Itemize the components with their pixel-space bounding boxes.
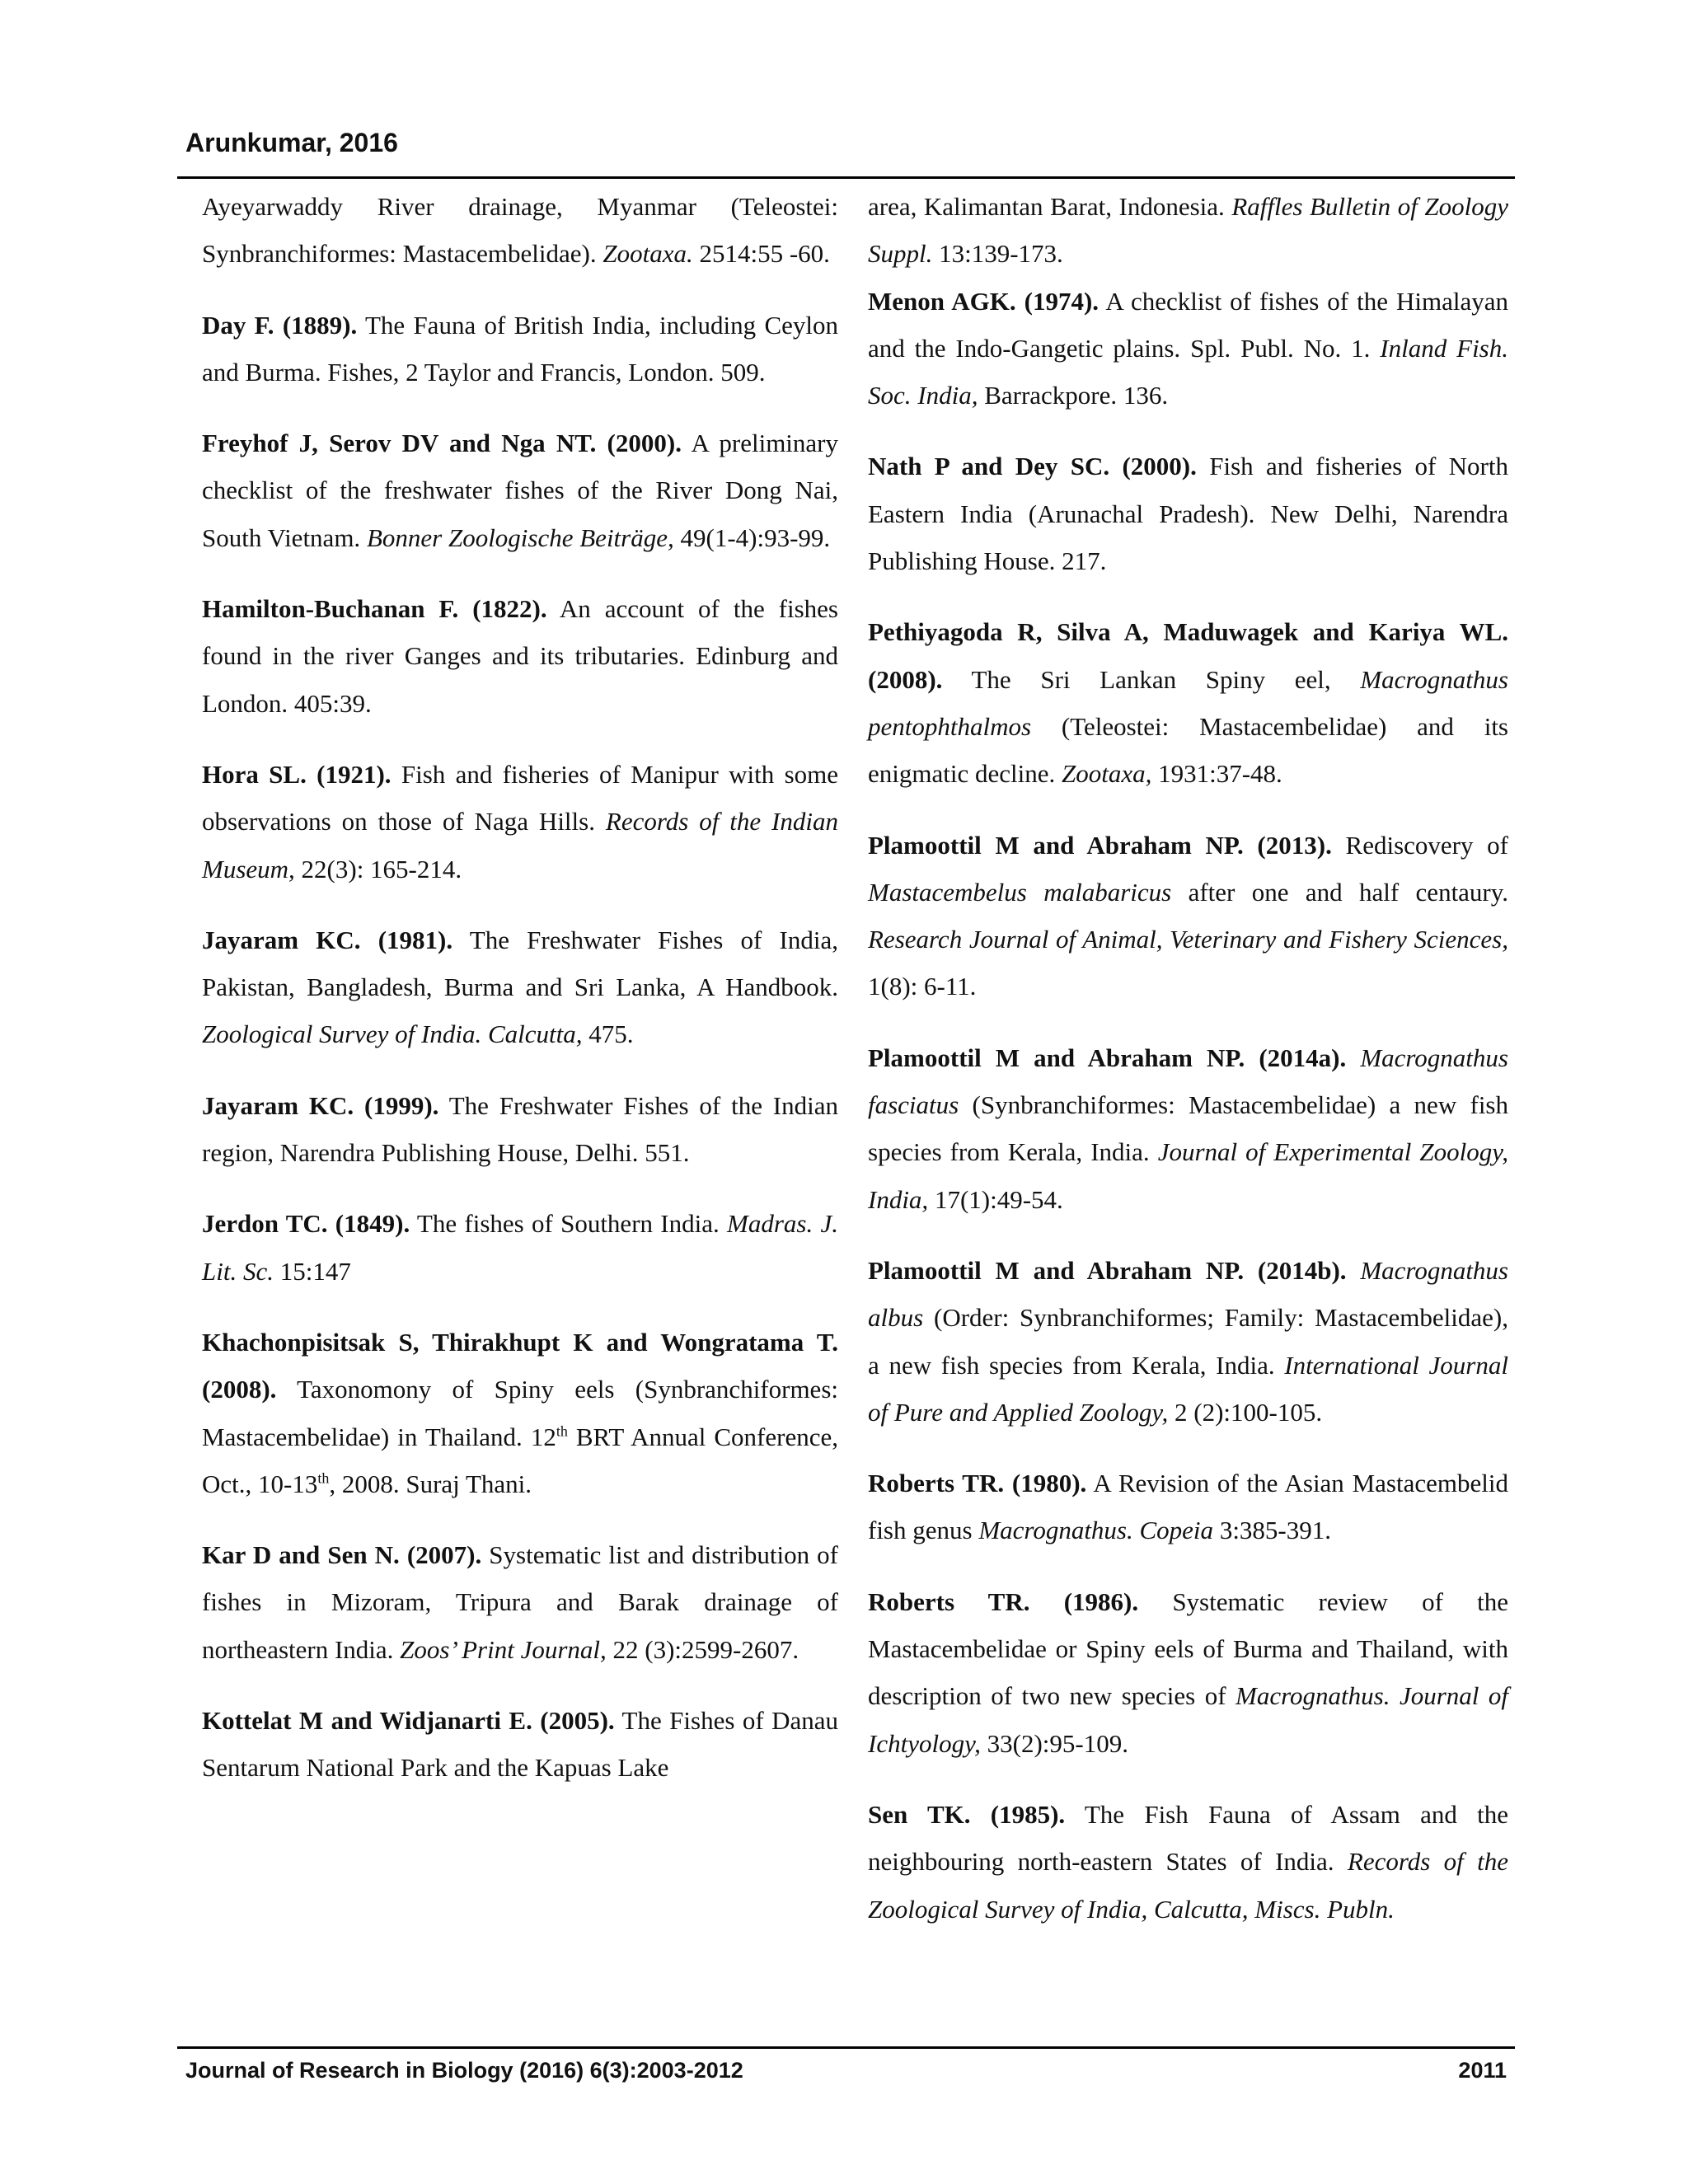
ref-authors: Khachonpisitsak S, Thirakhupt K and Wongratama T. (2008). <box>202 1327 838 1404</box>
ref-italic: Journal of Experimental Zoology, India, <box>868 1137 1508 1214</box>
ref-superscript: th <box>556 1422 568 1440</box>
ref-authors: Hamilton-Buchanan F. (1822). <box>202 594 547 624</box>
ref-text: An account of the fishes found in the river Ganges and its tributaries. Edinburg and London. 405:39. <box>202 594 838 718</box>
reference-entry <box>202 1697 838 1792</box>
reference-entry <box>202 1531 838 1673</box>
ref-text: The Fish Fauna of Assam and the neighbouring north-eastern States of India. <box>868 1799 1508 1877</box>
ref-superscript: th <box>317 1469 330 1487</box>
reference-entry <box>202 1200 838 1295</box>
ref-text: The Freshwater Fishes of the Indian region, Narendra Publishing House, Delhi. 551. <box>202 1090 838 1168</box>
ref-text: 1(8): 6-11. <box>868 972 977 1001</box>
reference-entry <box>868 443 1508 584</box>
ref-italic: Macrognathus fasciatus <box>868 1043 1508 1120</box>
ref-authors: Plamoottil M and Abraham NP. (2014a). <box>868 1043 1347 1072</box>
ref-text: BRT Annual Conference, Oct., 10-13 <box>202 1422 838 1498</box>
ref-italic: Inland Fish. Soc. India, <box>868 333 1508 410</box>
reference-entry <box>202 1319 838 1507</box>
ref-italic: Zootaxa, <box>1061 759 1152 789</box>
ref-text: 1931:37-48. <box>1151 759 1282 789</box>
ref-text: (Synbranchiformes: Mastacembelidae) a new fish species from Kerala, India. <box>868 1090 1508 1167</box>
reference-entry <box>202 916 838 1058</box>
ref-text: Taxonomony of Spiny eels (Synbranchiformes: Mastacembelidae) in Thailand. 12 <box>202 1375 838 1451</box>
ref-text: The Fishes of Danau Sentarum National Park and the Kapuas Lake <box>202 1706 838 1783</box>
ref-text: 33(2):95-109. <box>980 1728 1128 1758</box>
reference-entry <box>868 1247 1508 1436</box>
ref-authors: Roberts TR. (1980). <box>868 1469 1087 1498</box>
footer-rule <box>177 2046 1515 2049</box>
ref-text: 3:385-391. <box>1213 1516 1331 1545</box>
reference-entry <box>202 183 838 278</box>
ref-authors: Sen TK. (1985). <box>868 1799 1066 1829</box>
ref-text: 15:147 <box>273 1256 351 1286</box>
reference-entry <box>868 1034 1508 1223</box>
ref-authors: Menon AGK. (1974). <box>868 286 1100 316</box>
ref-text: after one and half centaury. <box>1171 877 1508 907</box>
ref-authors: Hora SL. (1921). <box>202 759 392 789</box>
running-header-author: Arunkumar, 2016 <box>185 128 398 157</box>
ref-text: Systematic list and distribution of fishes in Mizoram, Tripura and Barak drainage of northeastern India. <box>202 1540 838 1664</box>
ref-text: (Teleostei: Mastacembelidae) and its enigmatic decline. <box>868 711 1508 789</box>
ref-text: area, Kalimantan Barat, Indonesia. <box>868 192 1232 221</box>
header-rule <box>177 176 1515 179</box>
reference-entry <box>868 278 1508 419</box>
ref-text: Ayeyarwaddy River drainage, Myanmar (Teleostei: Synbranchiformes: Mastacembelidae). <box>202 192 838 269</box>
ref-italic: Macrognathus albus <box>868 1255 1509 1333</box>
ref-italic: Macrognathus. Journal of Ichtyology, <box>868 1681 1508 1758</box>
reference-entry <box>202 302 838 396</box>
ref-italic: Bonner Zoologische Beiträge, <box>366 523 674 552</box>
ref-text: Systematic review of the Mastacembelidae or Spiny eels of Burma and Thailand, with description of two new species of <box>868 1586 1509 1711</box>
ref-text: Fish and fisheries of Manipur with some observations on those of Naga Hills. <box>202 759 839 837</box>
ref-text: The fishes of Southern India. <box>410 1209 728 1239</box>
ref-text: Barrackpore. 136. <box>978 381 1169 410</box>
ref-text: (Order: Synbranchiformes; Family: Mastacembelidae), a new fish species from Kerala, India. <box>868 1303 1508 1380</box>
ref-text <box>1346 1043 1360 1072</box>
ref-italic: Records of the Zoological Survey of India, Calcutta, Miscs. Publn. <box>868 1847 1508 1924</box>
reference-entry <box>868 1791 1508 1933</box>
ref-authors: Jayaram KC. (1999). <box>202 1090 439 1120</box>
reference-entry <box>868 1578 1508 1767</box>
ref-authors: Jerdon TC. (1849). <box>202 1209 410 1239</box>
ref-text: , 2008. Suraj Thani. <box>329 1469 532 1498</box>
reference-entry <box>202 585 838 727</box>
ref-italic: Zoos’ Print Journal, <box>400 1634 607 1664</box>
ref-authors: Plamoottil M and Abraham NP. (2014b). <box>868 1255 1347 1285</box>
ref-text: The Fauna of British India, including Ceylon and Burma. Fishes, 2 Taylor and Francis, London. 509. <box>202 310 838 387</box>
reference-entry <box>868 1460 1508 1554</box>
ref-text: The Sri Lankan Spiny eel, <box>942 664 1361 694</box>
ref-italic: Macrognathus. Copeia <box>978 1516 1214 1545</box>
reference-entry <box>202 419 838 561</box>
ref-authors: Plamoottil M and Abraham NP. (2013). <box>868 830 1332 860</box>
ref-text: 13:139-173. <box>932 239 1063 269</box>
references-left-column <box>202 183 838 1816</box>
ref-text <box>1347 1256 1361 1285</box>
ref-italic: Madras. J. Lit. Sc. <box>202 1209 838 1286</box>
ref-text: Fish and fisheries of North Eastern India (Arunachal Pradesh). New Delhi, Narendra Publishing House. 217. <box>868 452 1508 576</box>
reference-entry <box>868 822 1508 1010</box>
ref-authors: Day F. (1889). <box>202 310 358 340</box>
ref-italic: Research Journal of Animal, Veterinary and Fishery Sciences, <box>868 925 1508 954</box>
ref-italic: Zoological Survey of India. Calcutta, <box>202 1019 583 1049</box>
ref-text: 22 (3):2599-2607. <box>606 1634 799 1664</box>
ref-authors: Jayaram KC. (1981). <box>202 925 453 954</box>
ref-text: A checklist of fishes of the Himalayan and the Indo-Gangetic plains. Spl. Publ. No. 1. <box>868 286 1508 363</box>
ref-italic: International Journal of Pure and Applied Zoology, <box>868 1350 1508 1427</box>
ref-italic: Raffles Bulletin of Zoology Suppl. <box>868 192 1508 269</box>
ref-italic: Zootaxa. <box>603 239 693 269</box>
ref-authors: Freyhof J, Serov DV and Nga NT. (2000). <box>202 429 682 458</box>
references-right-column <box>868 183 1508 1957</box>
ref-text: 475. <box>582 1019 634 1049</box>
ref-authors: Kottelat M and Widjanarti E. (2005). <box>202 1706 615 1736</box>
ref-text: 17(1):49-54. <box>928 1184 1063 1214</box>
ref-authors: Kar D and Sen N. (2007). <box>202 1540 482 1570</box>
ref-text: The Freshwater Fishes of India, Pakistan, Bangladesh, Burma and Sri Lanka, A Handbook. <box>202 925 839 1002</box>
page-number: 2011 <box>1458 2058 1507 2083</box>
ref-authors: Nath P and Dey SC. (2000). <box>868 452 1197 481</box>
ref-text: 2514:55 -60. <box>692 239 830 269</box>
ref-italic: Macrognathus pentophthalmos <box>868 664 1508 741</box>
ref-text: 22(3): 165-214. <box>294 854 462 883</box>
ref-italic: Mastacembelus malabaricus <box>868 877 1172 907</box>
ref-text: Rediscovery of <box>1331 830 1508 860</box>
ref-authors: Pethiyagoda R, Silva A, Maduwagek and Kariya WL. (2008). <box>868 617 1508 694</box>
ref-text: 49(1-4):93-99. <box>673 523 831 552</box>
reference-entry <box>202 1082 838 1177</box>
ref-italic: Records of the Indian Museum, <box>202 807 838 883</box>
ref-text: A Revision of the Asian Mastacembelid fish genus <box>868 1469 1508 1545</box>
reference-entry <box>868 183 1508 278</box>
reference-entry <box>868 608 1508 797</box>
reference-entry <box>202 751 838 893</box>
ref-authors: Roberts TR. (1986). <box>868 1586 1139 1616</box>
footer-journal-citation: Journal of Research in Biology (2016) 6(3):2003-2012 <box>185 2058 743 2083</box>
ref-text: A preliminary checklist of the freshwater fishes of the River Dong Nai, South Vietnam. <box>202 429 838 552</box>
ref-text: 2 (2):100-105. <box>1168 1397 1323 1427</box>
